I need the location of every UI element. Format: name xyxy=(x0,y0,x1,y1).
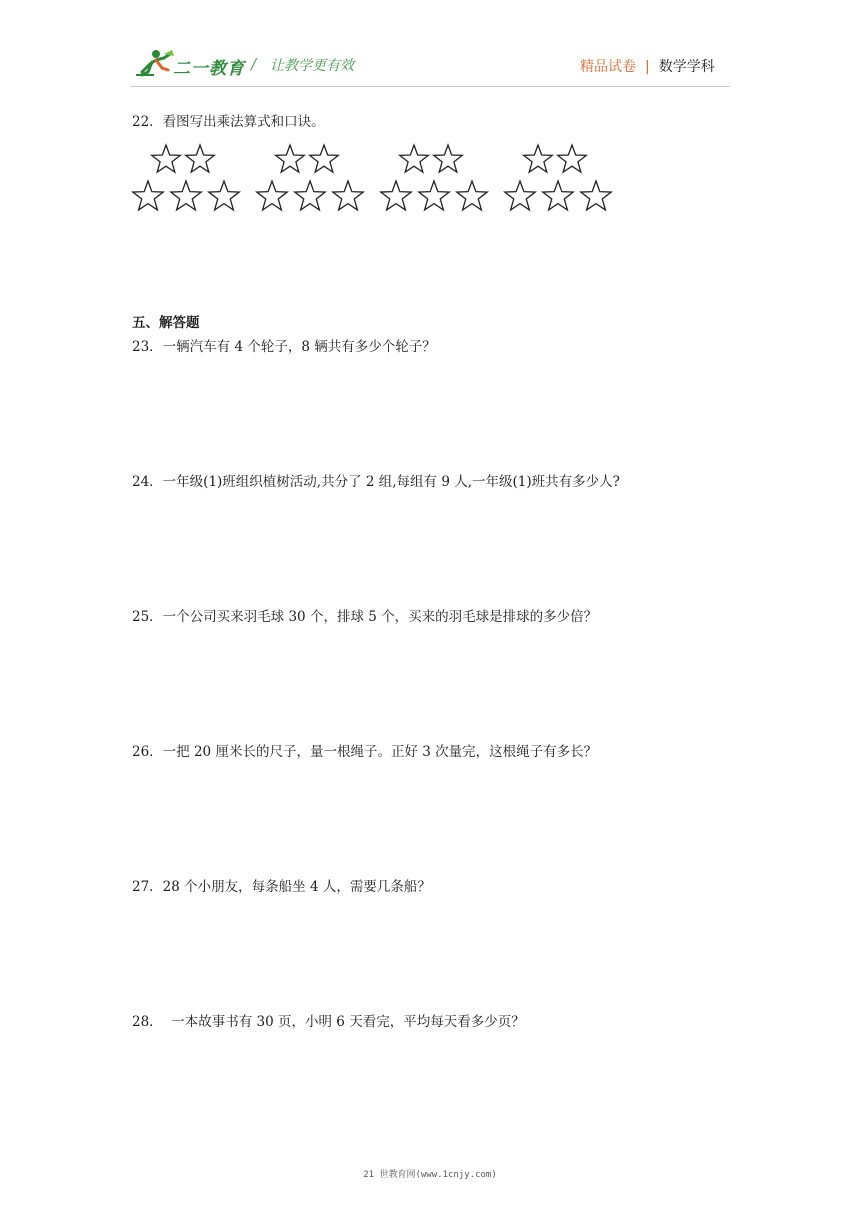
tag-separator: | xyxy=(645,59,650,75)
tag-premium-paper: 精品试卷 xyxy=(580,59,636,75)
star-icon xyxy=(543,181,573,210)
page-footer: 21 世教育网(www.1cnjy.com) xyxy=(363,1170,497,1180)
star-icon xyxy=(333,181,363,210)
star-icon xyxy=(209,181,239,210)
tag-subject: 数学学科 xyxy=(658,59,715,75)
star-group xyxy=(133,145,239,210)
star-icon xyxy=(257,181,287,210)
star-icon xyxy=(310,145,339,172)
star-icon xyxy=(400,145,429,172)
star-icon xyxy=(276,145,305,172)
section-heading: 五、解答题 xyxy=(132,315,200,331)
page-header xyxy=(0,0,860,95)
star-icon xyxy=(581,181,611,210)
star-icon xyxy=(133,181,163,210)
star-icon xyxy=(171,181,201,210)
star-groups-figure xyxy=(130,140,630,225)
star-icon xyxy=(186,145,215,172)
star-group xyxy=(505,145,611,210)
star-icon xyxy=(381,181,411,210)
question-25: 25．一个公司买来羽毛球 30 个，排球 5 个，买来的羽毛球是排球的多少倍？ xyxy=(132,609,598,625)
star-icon xyxy=(524,145,553,172)
star-group xyxy=(381,145,487,210)
star-icon xyxy=(434,145,463,172)
question-23: 23．一辆汽车有 4 个轮子，8 辆共有多少个轮子？ xyxy=(132,339,436,355)
question-27: 27．28 个小朋友，每条船坐 4 人，需要几条船？ xyxy=(132,879,431,895)
question-28: 28． 一本故事书有 30 页，小明 6 天看完，平均每天看多少页？ xyxy=(132,1014,525,1030)
header-rule xyxy=(130,86,730,87)
question-24: 24．一年级(1)班组织植树活动,共分了 2 组,每组有 9 人,一年级(1)班共有多少人? xyxy=(132,474,620,490)
question-22: 22．看图写出乘法算式和口诀。 xyxy=(132,114,325,130)
brand-slogan: 让教学更有效 xyxy=(270,58,354,74)
star-icon xyxy=(558,145,587,172)
brand-divider: / xyxy=(251,55,257,73)
star-icon xyxy=(457,181,487,210)
star-icon xyxy=(152,145,181,172)
star-icon xyxy=(505,181,535,210)
star-icon xyxy=(419,181,449,210)
brand-name: 二一教育 xyxy=(173,59,245,79)
header-tag xyxy=(580,56,715,76)
star-group xyxy=(257,145,363,210)
question-26: 26．一把 20 厘米长的尺子，量一根绳子。正好 3 次量完，这根绳子有多长？ xyxy=(132,744,598,760)
star-icon xyxy=(295,181,325,210)
